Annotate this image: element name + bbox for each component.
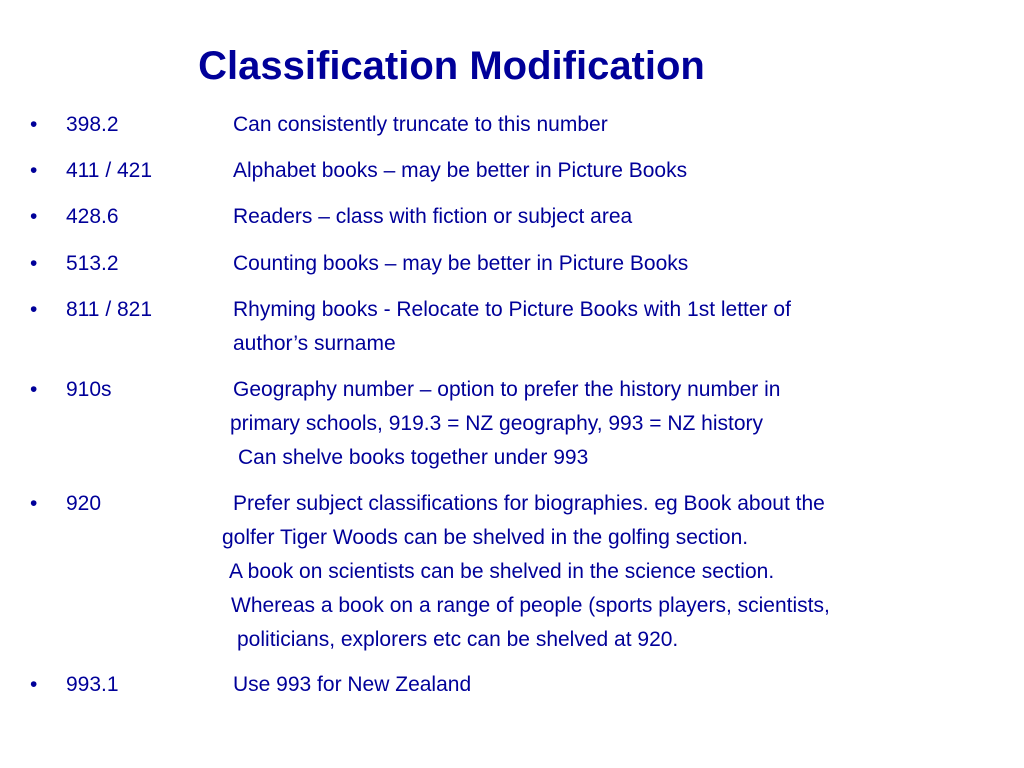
- bullet-icon: •: [30, 252, 38, 275]
- classification-number: 411 / 421: [66, 159, 153, 182]
- bullet-icon: •: [30, 673, 38, 696]
- bullet-icon: •: [30, 113, 38, 136]
- bullet-icon: •: [30, 492, 38, 515]
- bullet-icon: •: [30, 159, 38, 182]
- item-text: Prefer subject classifications for biographies. eg Book about the: [233, 492, 825, 515]
- item-text: politicians, explorers etc can be shelved at 920.: [237, 628, 679, 651]
- classification-number: 811 / 821: [66, 298, 153, 321]
- bullet-icon: •: [30, 205, 38, 228]
- classification-number: 513.2: [66, 252, 119, 275]
- classification-number: 910s: [66, 378, 112, 401]
- bullet-icon: •: [30, 298, 38, 321]
- item-text: golfer Tiger Woods can be shelved in the golfing section.: [222, 526, 749, 549]
- item-text: Use 993 for New Zealand: [233, 673, 472, 696]
- item-text: Whereas a book on a range of people (sports players, scientists,: [231, 594, 830, 617]
- item-text: Geography number – option to prefer the history number in: [233, 378, 781, 401]
- classification-number: 920: [66, 492, 102, 515]
- item-text: Counting books – may be better in Picture Books: [233, 252, 689, 275]
- item-text: Can shelve books together under 993: [238, 446, 589, 469]
- item-text: Readers – class with fiction or subject area: [233, 205, 633, 228]
- item-text: author’s surname: [233, 332, 396, 355]
- slide-title: Classification Modification: [198, 44, 705, 88]
- classification-number: 428.6: [66, 205, 119, 228]
- item-text: Rhyming books - Relocate to Picture Books with 1st letter of: [233, 298, 791, 321]
- classification-number: 398.2: [66, 113, 119, 136]
- item-text: Alphabet books – may be better in Picture Books: [233, 159, 688, 182]
- bullet-icon: •: [30, 378, 38, 401]
- item-text: primary schools, 919.3 = NZ geography, 993 = NZ history: [230, 412, 764, 435]
- classification-number: 993.1: [66, 673, 119, 696]
- item-text: Can consistently truncate to this number: [233, 113, 608, 136]
- item-text: A book on scientists can be shelved in the science section.: [229, 560, 775, 583]
